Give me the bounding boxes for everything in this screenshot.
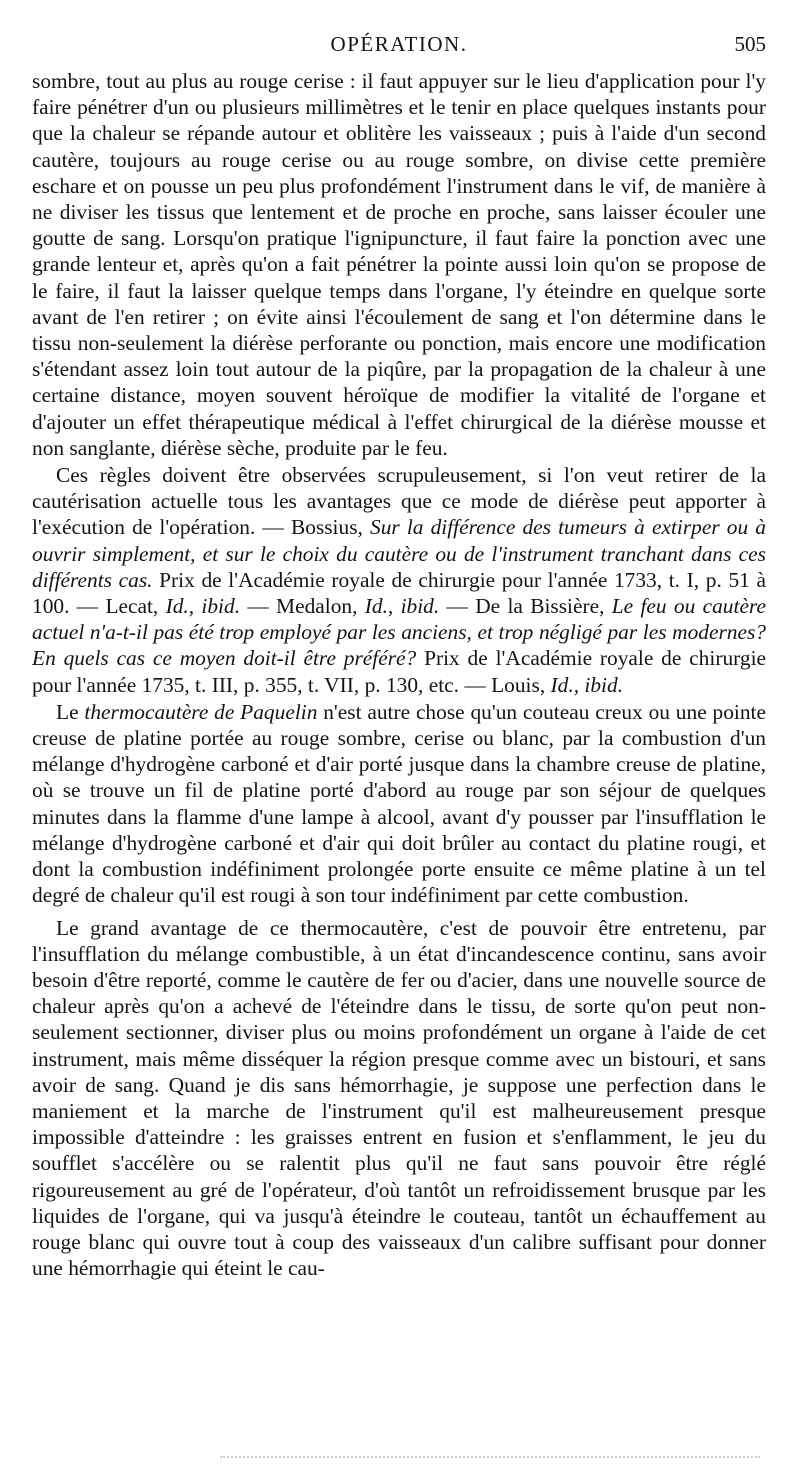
text-run: Prix de l'Académie royale de chirurgie pour l'année 1735, t. III, p. 355, t. VII, p. 130, etc. — Louis, xyxy=(32,646,767,697)
italic-text-run: Sur la différence des tumeurs à extirper ou à ouvrir simplement, et sur le choix du cautère ou de l'instrument tranchant dans ces différents cas. xyxy=(32,515,766,592)
running-head xyxy=(32,28,766,68)
italic-text-run: thermocautère de Paquelin xyxy=(84,699,318,724)
book-page xyxy=(32,28,766,1281)
paragraph xyxy=(32,68,766,461)
bottom-scan-marks xyxy=(220,1456,760,1462)
text-run: — Medalon, xyxy=(240,594,365,619)
paragraph xyxy=(32,462,766,698)
page-number: 505 xyxy=(734,32,766,56)
body-text xyxy=(32,68,766,1281)
text-run: — De la Bissière, xyxy=(439,594,612,619)
paragraph xyxy=(32,699,766,909)
running-title: OPÉRATION. xyxy=(330,32,468,56)
italic-text-run: Id., ibid. xyxy=(550,672,624,697)
italic-text-run: Id., ibid. xyxy=(165,594,241,619)
text-run: Le grand avantage de ce thermocautère, c'est de pouvoir être entretenu, par l'insufflation du mélange combustible, à un état d'incandescence continu, sans avoir besoin d'être reporté, comme le cautère de fer ou d'acier, dans une nouvelle source de chaleur après qu'on a achevé de l'éteindre dans le tissu, de sorte qu'on peut non-seulement sectionner, diviser plus ou moins profondément un organe à l'aide de cet instrument, mais même disséquer la région presque comme avec un bistouri, et sans avoir de sang. Quand je dis sans hémorrhagie, je suppose une perfection dans le maniement et la marche de l'instrument qu'il est malheureusement presque impossible d'atteindre : les graisses entrent en fusion et s'enflamment, le jeu du soufflet s'accélère ou se ralentit plus qu'il ne faut sans pouvoir être réglé rigoureusement au gré de l'opérateur, d'où tantôt un refroidissement brusque par les liquides de l'organe, qui va jusqu'à éteindre le couteau, tantôt un échauffement au rouge blanc qui ouvre tout à coup des vaisseaux d'un calibre suffisant pour donner une hémorrhagie qui éteint le cau- xyxy=(32,915,766,1281)
paragraph xyxy=(32,915,766,1282)
text-run: sombre, tout au plus au rouge cerise : il faut appuyer sur le lieu d'application pour l'y faire pénétrer d'un ou plusieurs millimètres et le tenir en place quelques instants pour que la chaleur se répande autour et oblitère les vaisseaux ; puis à l'aide d'un second cautère, toujours au rouge cerise ou au rouge sombre, on divise cette première eschare et on pousse un peu plus profondément l'instrument dans le vif, de manière à ne diviser les tissus que lentement et de proche en proche, sans laisser écouler une goutte de sang. Lorsqu'on pratique l'ignipuncture, il faut faire la ponction avec une grande lenteur et, après qu'on a fait pénétrer la pointe aussi loin qu'on se propose de le faire, il faut la laisser quelque temps dans l'organe, l'y éteindre en quelque sorte avant de l'en retirer ; on évite ainsi l'écoulement de sang et l'on détermine dans le tissu non-seulement la diérèse perforante ou ponction, mais encore une modification s'étendant assez loin tout autour de la piqûre, par la propagation de la chaleur à une certaine distance, moyen souvent héroïque de modifier la vitalité de l'organe et d'ajouter un effet thérapeutique médical à l'effet chirurgical de la diérèse mousse et non sanglante, diérèse sèche, produite par le feu. xyxy=(32,69,766,460)
text-run: Prix de l'Académie royale de chirurgie pour l'année 1733, t. I, p. 51 à 100. — Lecat, xyxy=(32,567,766,619)
text-run: Ces règles doivent être observées scrupuleusement, si l'on veut retirer de la cautérisation actuelle tous les avantages que ce mode de diérèse peut apporter à l'exécution de l'opération. — Bossius, xyxy=(32,463,766,540)
italic-text-run: Id., ibid. xyxy=(364,594,440,619)
text-run: n'est autre chose qu'un couteau creux ou une pointe creuse de platine portée au rouge sombre, cerise ou blanc, par la combustion d'un mélange d'hydrogène carboné et d'air porté jusque dans la chambre creuse de platine, où se trouve un fil de platine porté d'abord au rouge par son séjour de quelques minutes dans la flamme d'une lampe à alcool, avant d'y pousser par l'insufflation le mélange d'hydrogène carboné et d'air qui doit brûler au contact du platine rougi, et dont la combustion indéfiniment prolongée porte ensuite ce même platine à un tel degré de chaleur qu'il est rougi à son tour indéfiniment par cette combustion. xyxy=(32,699,766,908)
italic-text-run: Le feu ou cautère actuel n'a-t-il pas été trop employé par les anciens, et trop négligé par les modernes? En quels cas ce moyen doit-il être préféré? xyxy=(32,594,766,671)
text-run: Le xyxy=(56,699,85,724)
